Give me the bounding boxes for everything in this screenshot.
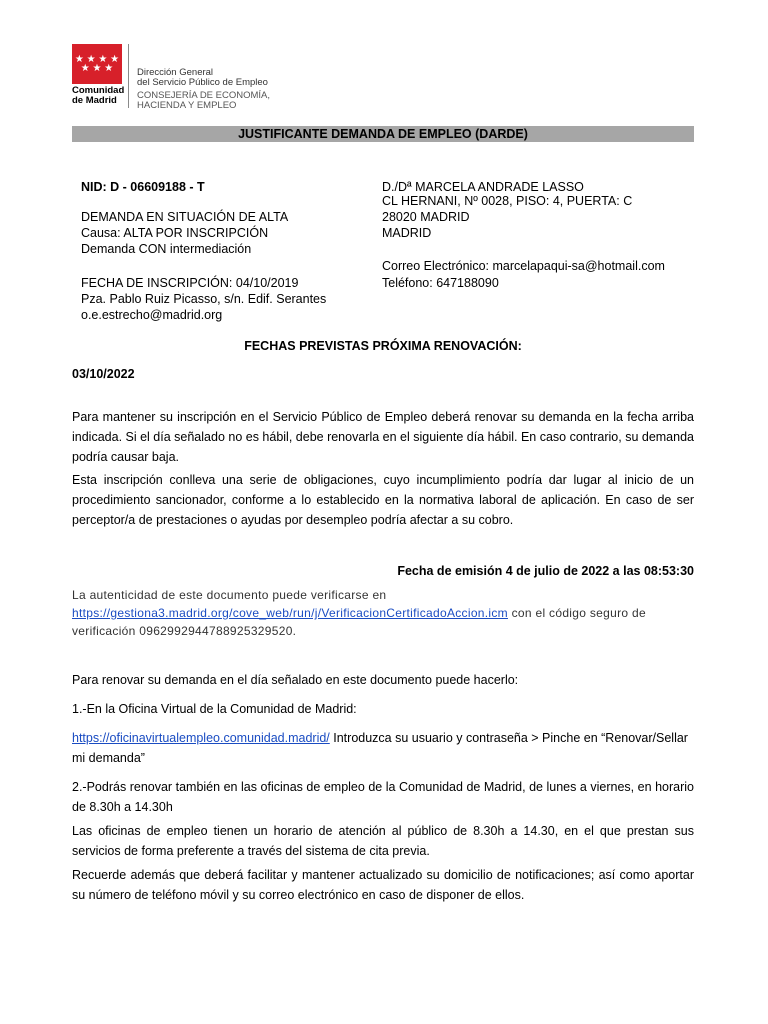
titular-nombre: D./Dª MARCELA ANDRADE LASSO	[382, 180, 584, 194]
direccion-line-1: Dirección General	[137, 67, 214, 78]
direccion-line-2: del Servicio Público de Empleo	[137, 77, 268, 88]
renovacion-fecha: 03/10/2022	[72, 367, 135, 381]
causa: Causa: ALTA POR INSCRIPCIÓN	[81, 226, 269, 240]
verificacion-after: con el código seguro de verificación 0962992944788925329520.	[72, 606, 646, 638]
verificacion-link[interactable]: https://gestiona3.madrid.org/cove_web/run/j/VerificacionCertificadoAccion.icm	[72, 606, 508, 620]
titular-provincia: MADRID	[382, 226, 432, 240]
titular-telefono: Teléfono: 647188090	[382, 276, 499, 290]
situacion-demanda: DEMANDA EN SITUACIÓN DE ALTA	[81, 210, 289, 224]
verificacion-before: La autenticidad de este documento puede verificarse en	[72, 588, 387, 602]
consejeria-line-1: CONSEJERÍA DE ECONOMÍA,	[137, 90, 271, 101]
nid: NID: D - 06609188 - T	[81, 180, 205, 194]
titular-cp-ciudad: 28020 MADRID	[382, 210, 470, 224]
horario-oficinas: Las oficinas de empleo tienen un horario de atención al público de 8.30h a 14.30, en el que prestan sus servicios de forma preferente a través del sistema de cita previa.	[72, 824, 694, 858]
oficina-virtual-link[interactable]: https://oficinavirtualempleo.comunidad.madrid/	[72, 731, 330, 745]
org-name-line-1: Comunidad	[72, 85, 125, 96]
stars-icon: ★ ★ ★ ★ ★ ★ ★	[74, 54, 120, 74]
opcion1-title: 1.-En la Oficina Virtual de la Comunidad de Madrid:	[72, 702, 357, 716]
recuerde: Recuerde además que deberá facilitar y mantener actualizado su domicilio de notificaciones; así como aportar su número de teléfono móvil y su correo electrónico en caso de disponer de ellos.	[72, 868, 694, 902]
titular-direccion: CL HERNANI, Nº 0028, PISO: 4, PUERTA: C	[382, 194, 633, 208]
oficina-direccion: Pza. Pablo Ruiz Picasso, s/n. Edif. Serantes	[81, 292, 327, 306]
fecha-emision: Fecha de emisión 4 de julio de 2022 a las 08:53:30	[397, 564, 694, 578]
consejeria	[137, 91, 270, 111]
opcion2: 2.-Podrás renovar también en las oficinas de empleo de la Comunidad de Madrid, de lunes a viernes, en horario de 8.30h a 14.30h	[72, 780, 694, 814]
verificacion-text	[72, 586, 702, 640]
oficina-email: o.e.estrecho@madrid.org	[81, 308, 223, 322]
titular-correo: Correo Electrónico: marcelapaqui-sa@hotmail.com	[382, 259, 665, 273]
intermediacion: Demanda CON intermediación	[81, 242, 252, 256]
renovacion-heading: FECHAS PREVISTAS PRÓXIMA RENOVACIÓN:	[244, 339, 522, 353]
opcion1-block	[72, 728, 694, 768]
paragraph-renovar: Para mantener su inscripción en el Servicio Público de Empleo deberá renovar su demanda en la fecha arriba indicada. Si el día señalado no es hábil, debe renovarla en el siguiente día hábil. En caso contrario, su demanda podría causar baja.	[72, 410, 694, 464]
org-name-line-2: de Madrid	[72, 95, 117, 106]
header-divider	[128, 44, 129, 108]
fecha-inscripcion: FECHA DE INSCRIPCIÓN: 04/10/2019	[81, 276, 299, 290]
instrucciones-intro: Para renovar su demanda en el día señalado en este documento puede hacerlo:	[72, 673, 519, 687]
comunidad-madrid-flag-logo	[72, 44, 122, 84]
consejeria-line-2: HACIENDA Y EMPLEO	[137, 100, 237, 111]
document-title: JUSTIFICANTE DEMANDA DE EMPLEO (DARDE)	[72, 126, 694, 142]
opcion1-text: Introduzca su usuario y contraseña > Pinche en “Renovar/Sellar mi demanda”	[72, 731, 688, 765]
paragraph-obligaciones: Esta inscripción conlleva una serie de obligaciones, cuyo incumplimiento podría dar lugar al inicio de un procedimiento sancionador, conforme a lo establecido en la normativa laboral de aplicación. En caso de ser perceptor/a de prestaciones o ayudas por desempleo podría afectar a su cobro.	[72, 473, 694, 527]
direccion-general	[137, 68, 268, 88]
org-name	[72, 86, 132, 106]
